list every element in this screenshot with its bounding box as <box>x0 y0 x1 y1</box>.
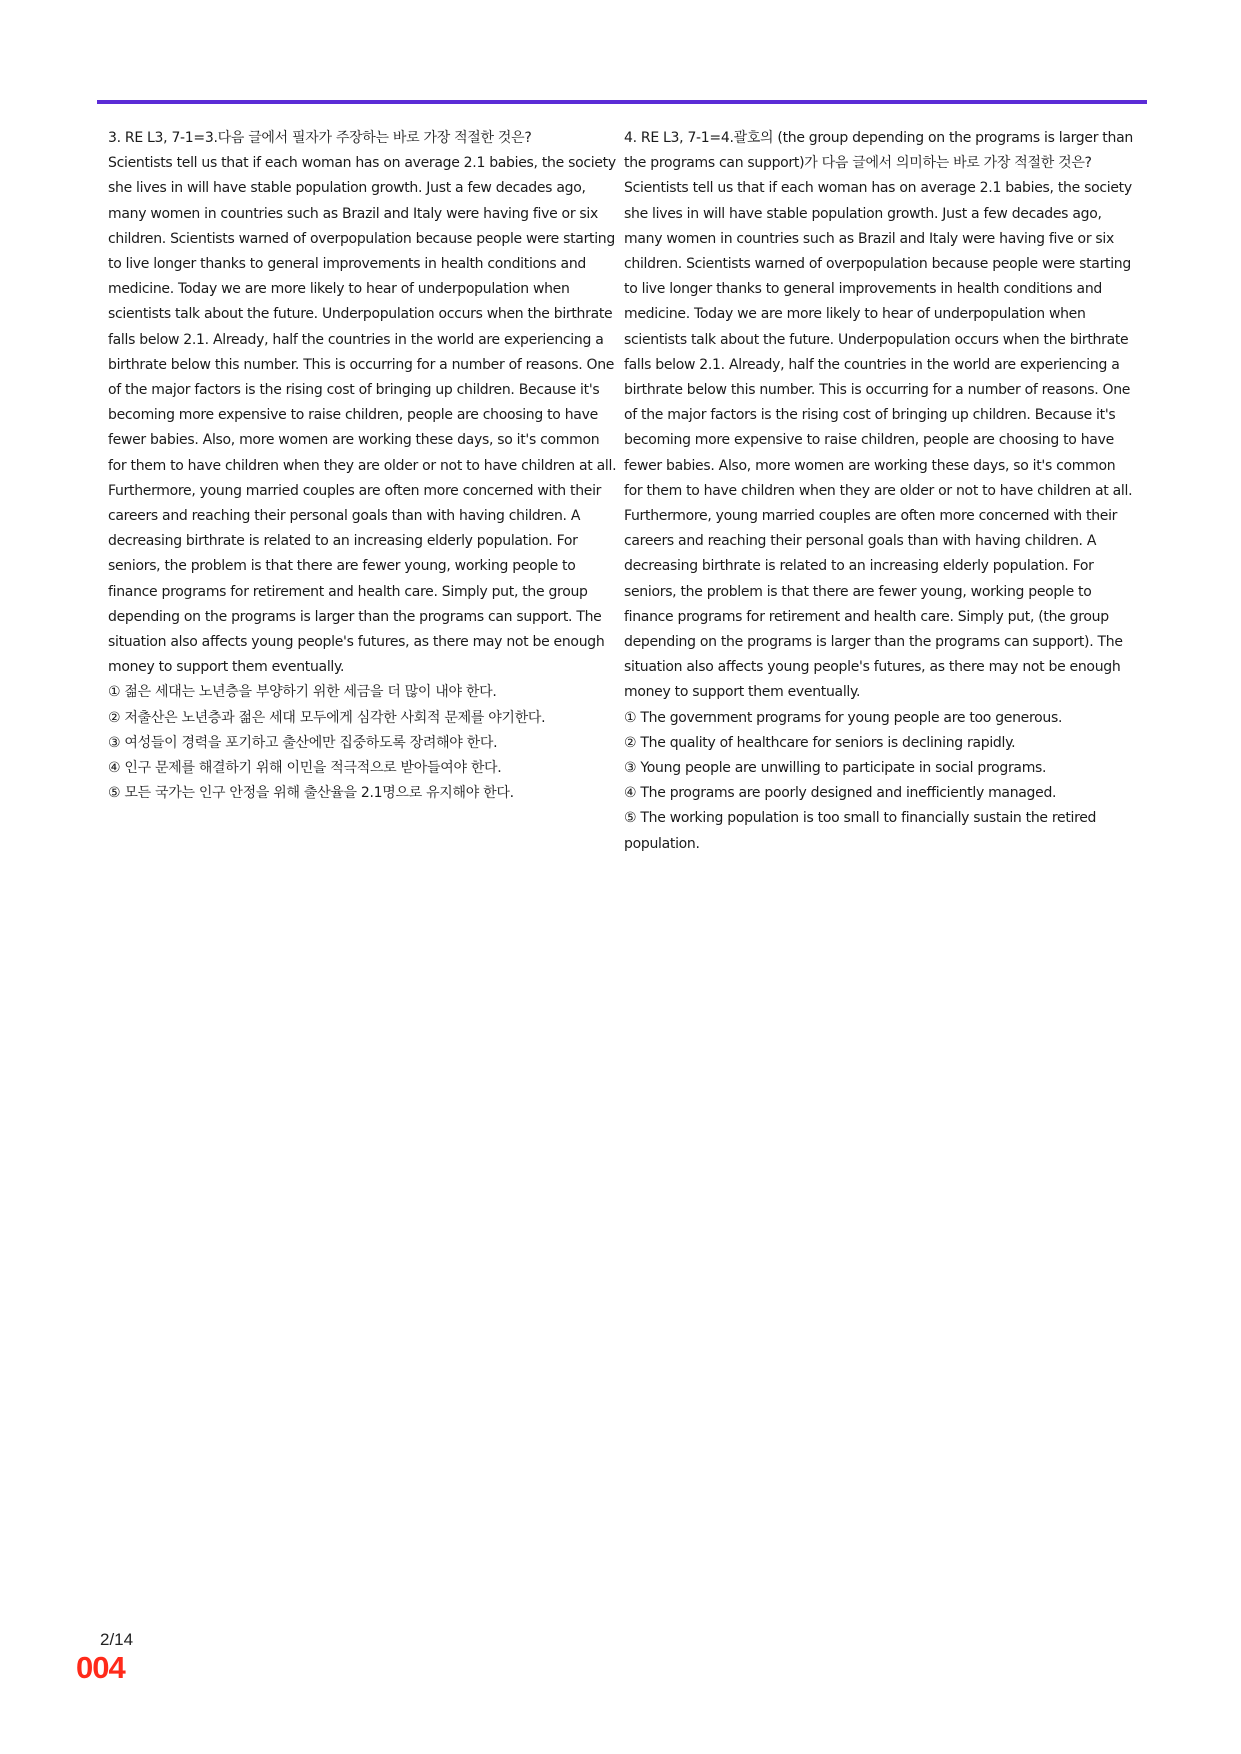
page-number: 2/14 <box>100 1630 134 1649</box>
question-3-option-3: ③ 여성들이 경력을 포기하고 출산에만 집중하도록 장려해야 한다. <box>108 734 498 751</box>
question-4-options <box>624 706 1134 857</box>
question-3-options <box>108 680 618 806</box>
question-3 <box>108 126 618 806</box>
header-rule <box>97 100 1147 104</box>
question-4-option-5: ⑤ The working population is too small to financially sustain the retired population. <box>624 810 1097 852</box>
question-3-option-5: ⑤ 모든 국가는 인구 안정을 위해 출산율을 2.1명으로 유지해야 한다. <box>108 785 514 802</box>
question-4-option-2: ② The quality of healthcare for seniors is declining rapidly. <box>624 734 1016 751</box>
question-3-header: 3. RE L3, 7-1=3.다음 글에서 필자가 주장하는 바로 가장 적절한 것은? <box>108 130 532 146</box>
question-3-option-1: ① 젊은 세대는 노년층을 부양하기 위한 세금을 더 많이 내야 한다. <box>108 684 497 701</box>
question-3-option-4: ④ 인구 문제를 해결하기 위해 이민을 적극적으로 받아들여야 한다. <box>108 760 502 777</box>
question-4-passage: Scientists tell us that if each woman has on average 2.1 babies, the society she lives in will have stable population growth. Just a few decades ago, many women in countries such as Brazil and Italy were having five or six children. Scientists warned of overpopulation because people were starting to live longer thanks to general improvements in health conditions and medicine. Today we are more likely to hear of underpopulation when scientists talk about the future. Underpopulation occurs when the birthrate falls below 2.1. Already, half the countries in the world are experiencing a birthrate below this number. This is occurring for a number of reasons. One of the major factors is the rising cost of bringing up children. Because it's becoming more expensive to raise children, people are choosing to have fewer babies. Also, more women are working these days, so it's common for them to have children when they are older or not to have children at all. Furthermore, young married couples are often more concerned with their careers and reaching their personal goals than with having children. A decreasing birthrate is related to an increasing elderly population. For seniors, the problem is that there are fewer young, working people to finance programs for retirement and health care. Simply put, (the group depending on the programs is larger than the programs can support). The situation also affects young people's futures, as there may not be enough money to support them eventually. <box>624 180 1133 701</box>
page-code: 004 <box>76 1650 125 1685</box>
question-4-header: 4. RE L3, 7-1=4.괄호의 (the group depending on the programs is larger than the programs can support)가 다음 글에서 의미하는 바로 가장 적절한 것은? <box>624 130 1133 172</box>
question-3-option-2: ② 저출산은 노년층과 젊은 세대 모두에게 심각한 사회적 문제를 야기한다. <box>108 709 546 726</box>
question-3-passage: Scientists tell us that if each woman has on average 2.1 babies, the society she lives in will have stable population growth. Just a few decades ago, many women in countries such as Brazil and Italy were having five or six children. Scientists warned of overpopulation because people were starting to live longer thanks to general improvements in health conditions and medicine. Today we are more likely to hear of underpopulation when scientists talk about the future. Underpopulation occurs when the birthrate falls below 2.1. Already, half the countries in the world are experiencing a birthrate below this number. This is occurring for a number of reasons. One of the major factors is the rising cost of bringing up children. Because it's becoming more expensive to raise children, people are choosing to have fewer babies. Also, more women are working these days, so it's common for them to have children when they are older or not to have children at all. Furthermore, young married couples are often more concerned with their careers and reaching their personal goals than with having children. A decreasing birthrate is related to an increasing elderly population. For seniors, the problem is that there are fewer young, working people to finance programs for retirement and health care. Simply put, the group depending on the programs is larger than the programs can support. The situation also affects young people's futures, as there may not be enough money to support them eventually. <box>108 155 617 676</box>
question-4-option-4: ④ The programs are poorly designed and inefficiently managed. <box>624 785 1057 802</box>
question-4-option-1: ① The government programs for young people are too generous. <box>624 709 1063 726</box>
question-4 <box>624 126 1134 857</box>
question-4-option-3: ③ Young people are unwilling to participate in social programs. <box>624 760 1047 777</box>
